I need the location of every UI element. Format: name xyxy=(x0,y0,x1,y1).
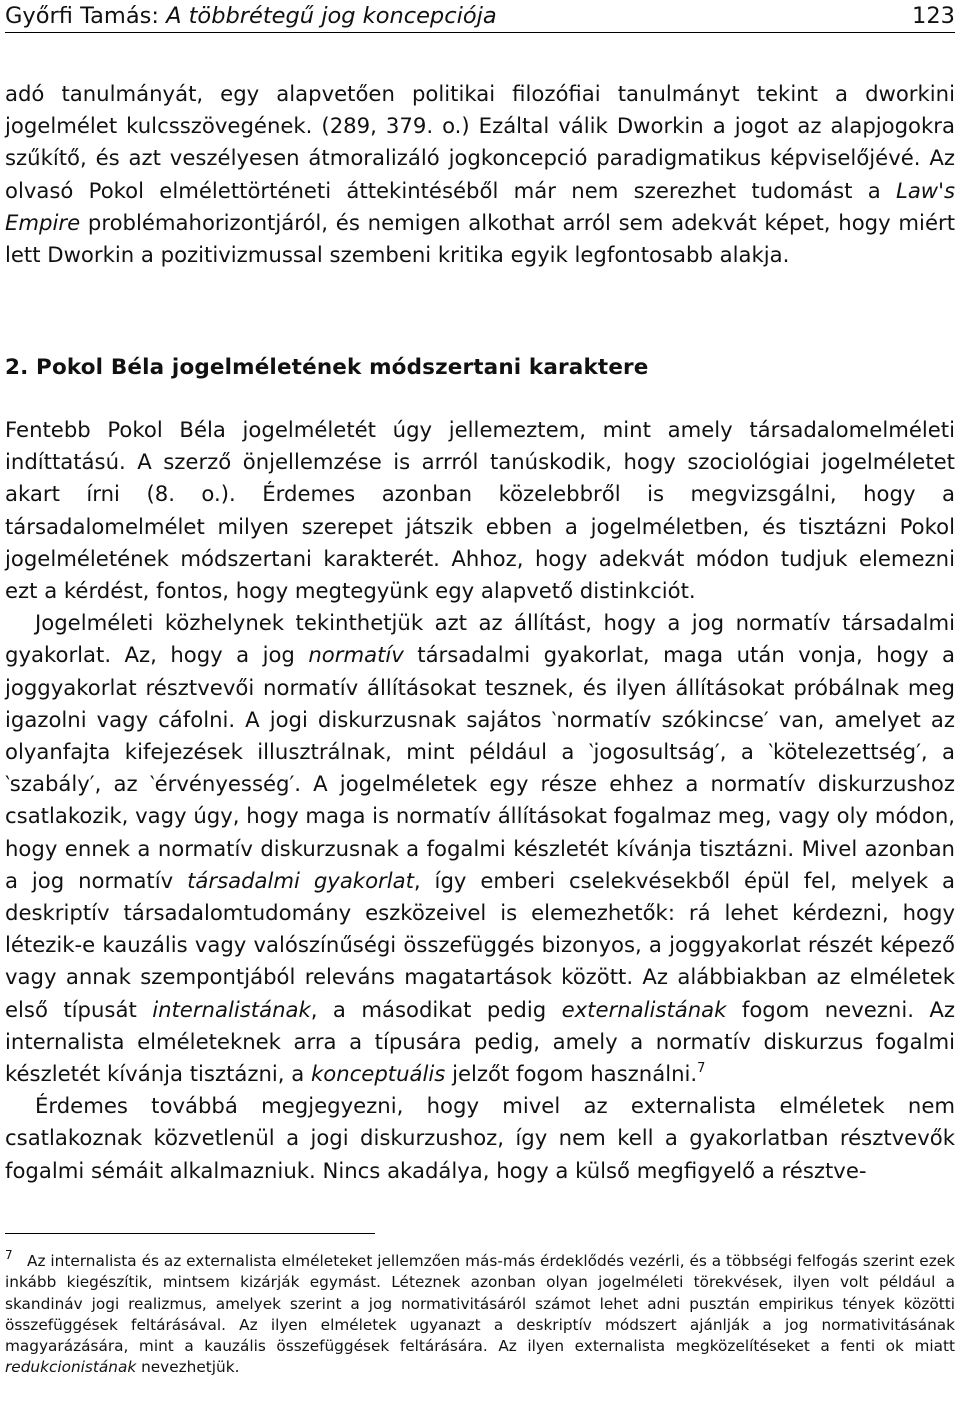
emphasis: normatív xyxy=(308,642,404,668)
paragraph-text: jelzőt fogom használni. xyxy=(445,1061,698,1087)
paragraph-text: , így emberi cselekvésekből épül fel, melyek a deskriptív társadalomtudomány eszközeivel is elemezhetők: rá lehet kérdezni, hogy létezik-e kauzális vagy valószínűségi összefüggés bizonyos, a joggyakorlat részét képező vagy annak szempontjából releváns magatartások között. Az alábbiakban az elméletek első típusát xyxy=(5,867,955,1022)
footnote-reference[interactable]: 7 xyxy=(697,1061,706,1077)
paragraph-3 xyxy=(5,607,955,1090)
paragraph-1 xyxy=(5,78,955,271)
paragraph-text: fogom nevezni. Az internalista elméleteknek arra a típusára pedig, amely a normatív diskurzus fogalmi készletét kívánja tisztázni, a xyxy=(5,996,956,1087)
paragraph-text: Fentebb Pokol Béla jogelméletét úgy jellemeztem, mint amely társadalomelméleti indíttatású. A szerző önjellemzése is arrról tanúskodik, hogy szociológiai jogelméletet akart írni (8. o.). Érdemes azonban közelebbről is megvizsgálni, hogy a társadalomelmélet milyen szerepet játszik ebben a jogelméletben, és tisztázni Pokol jogelméletének módszertani karakterét. Ahhoz, hogy adekvát módon tudjuk elemezni ezt a kérdést, fontos, hogy megtegyünk egy alapvető distinkciót. xyxy=(5,417,955,604)
header-author: Győrfi Tamás: xyxy=(5,3,167,29)
book-title-emphasis: Law's Empire xyxy=(5,177,955,235)
emphasis: konceptuális xyxy=(311,1061,446,1087)
footnote-7: $^7$ Az internalista és az externalista elméleteket jellemzően más-más érdeklődés vezérli, és a többségi felfogás szerint ezek inkább kiegészítik, mintsem kizárják egymást. Léteznek azonban olyan jogelméleti törekvések, ilyen volt például a skandináv jogi realizmus, amelyek szerint a jog normativitásáról számot lehet adni pusztán empirikus tények közötti összefüggések feltárásával. Az ilyen elméletek ugyanazt a deskriptív módszert ajánlják a jog normativitásának magyarázására, mint a kauzális összefüggések feltárására. Az ilyen externalista megközelítéseket a fenti ok miatt redukcionistának nevezhetjük. xyxy=(5,1248,955,1377)
paragraph-2 xyxy=(5,414,955,607)
paragraph-text: Jogelméleti közhelynek tekinthetjük azt az állítást, hogy a jog normatív társadalmi gyakorlat. Az, hogy a jog xyxy=(5,610,955,668)
paragraph-text: Érdemes továbbá megjegyezni, hogy mivel az externalista elméletek nem csatlakoznak közvetlenül a jogi diskurzushoz, így nem kell a gyakorlatban résztvevők fogalmi sémáit alkalmazniuk. Nincs akadálya, hogy a külső megfigyelő a résztve- xyxy=(5,1093,955,1183)
emphasis: redukcionistának xyxy=(5,1358,137,1377)
emphasis: internalistának xyxy=(152,996,311,1022)
footnote-text: nevezhetjük. xyxy=(136,1358,240,1377)
paragraph-text: , a másodikat pedig xyxy=(310,996,562,1022)
running-title xyxy=(5,2,497,30)
paragraph-text: társadalmi gyakorlat, maga után vonja, hogy a joggyakorlat résztvevői normatív állításokat tesznek, és ilyen állításokat próbálnak meg igazolni vagy cáfolni. A jogi diskurzusnak sajátos ‵normatív szókincse′ van, amelyet az olyanfajta kifejezések illusztrálnak, mint például a ‵jogosultság′, a ‵kötelezettség′, a ‵szabály′, az ‵érvényesség′. A jogelméletek egy része ehhez a normatív diskurzushoz csatlakozik, vagy úgy, hogy maga is normatív állításokat fogalmaz meg, vagy oly módon, hogy ennek a normatív diskurzusnak a fogalmi készletét kívánja tisztázni. Mivel azonban a jog normatív xyxy=(5,642,956,893)
emphasis: externalistának xyxy=(561,996,727,1022)
paragraph-4 xyxy=(5,1090,955,1187)
paragraph-text: problémahorizontjáról, és nemigen alkothat arról sem adekvát képet, hogy miért lett Dworkin a pozitivizmussal szembeni kritika egyik legfontosabb alakja. xyxy=(5,209,955,268)
footnote-separator xyxy=(5,1233,375,1234)
paragraph-text: adó tanulmányát, egy alapvetően politikai filozófiai tanulmányt tekint a dworkini jogelmélet kulcsszövegének. (289, 379. o.) Ezáltal válik Dworkin a jogot az alapjogokra szűkítő, és azt veszélyesen átmoralizáló jogkoncepció paradigmatikus képviselőjévé. Az olvasó Pokol elmélettörténeti áttekintéséből már nem szerezhet tudomást a xyxy=(5,81,955,203)
header-book-title: A többrétegű jog koncepciója xyxy=(166,3,497,29)
section-heading: 2. Pokol Béla jogelméletének módszertani karaktere xyxy=(5,355,649,380)
emphasis: társadalmi gyakorlat xyxy=(187,867,414,893)
running-header xyxy=(5,2,955,33)
body-section-2 xyxy=(5,414,955,1187)
footnote-text: Az internalista és az externalista elméleteket jellemzően más-más érdeklődés vezérli, és a többségi felfogás szerint ezek inkább kiegészítik, mintsem kizárják egymást. Léteznek azonban olyan jogelméleti törekvések, ilyen volt például a skandináv jogi realizmus, amelyek szerint a jog normativitásáról számot lehet adni pusztán empirikus tények közötti összefüggések feltárásával. Az ilyen elméletek ugyanazt a deskriptív módszert ajánlják a jog normativitásának magyarázására, mint a kauzális összefüggések feltárására. Az ilyen externalista megközelítéseket a fenti ok miatt xyxy=(5,1252,955,1356)
page-number: 123 xyxy=(912,3,955,29)
